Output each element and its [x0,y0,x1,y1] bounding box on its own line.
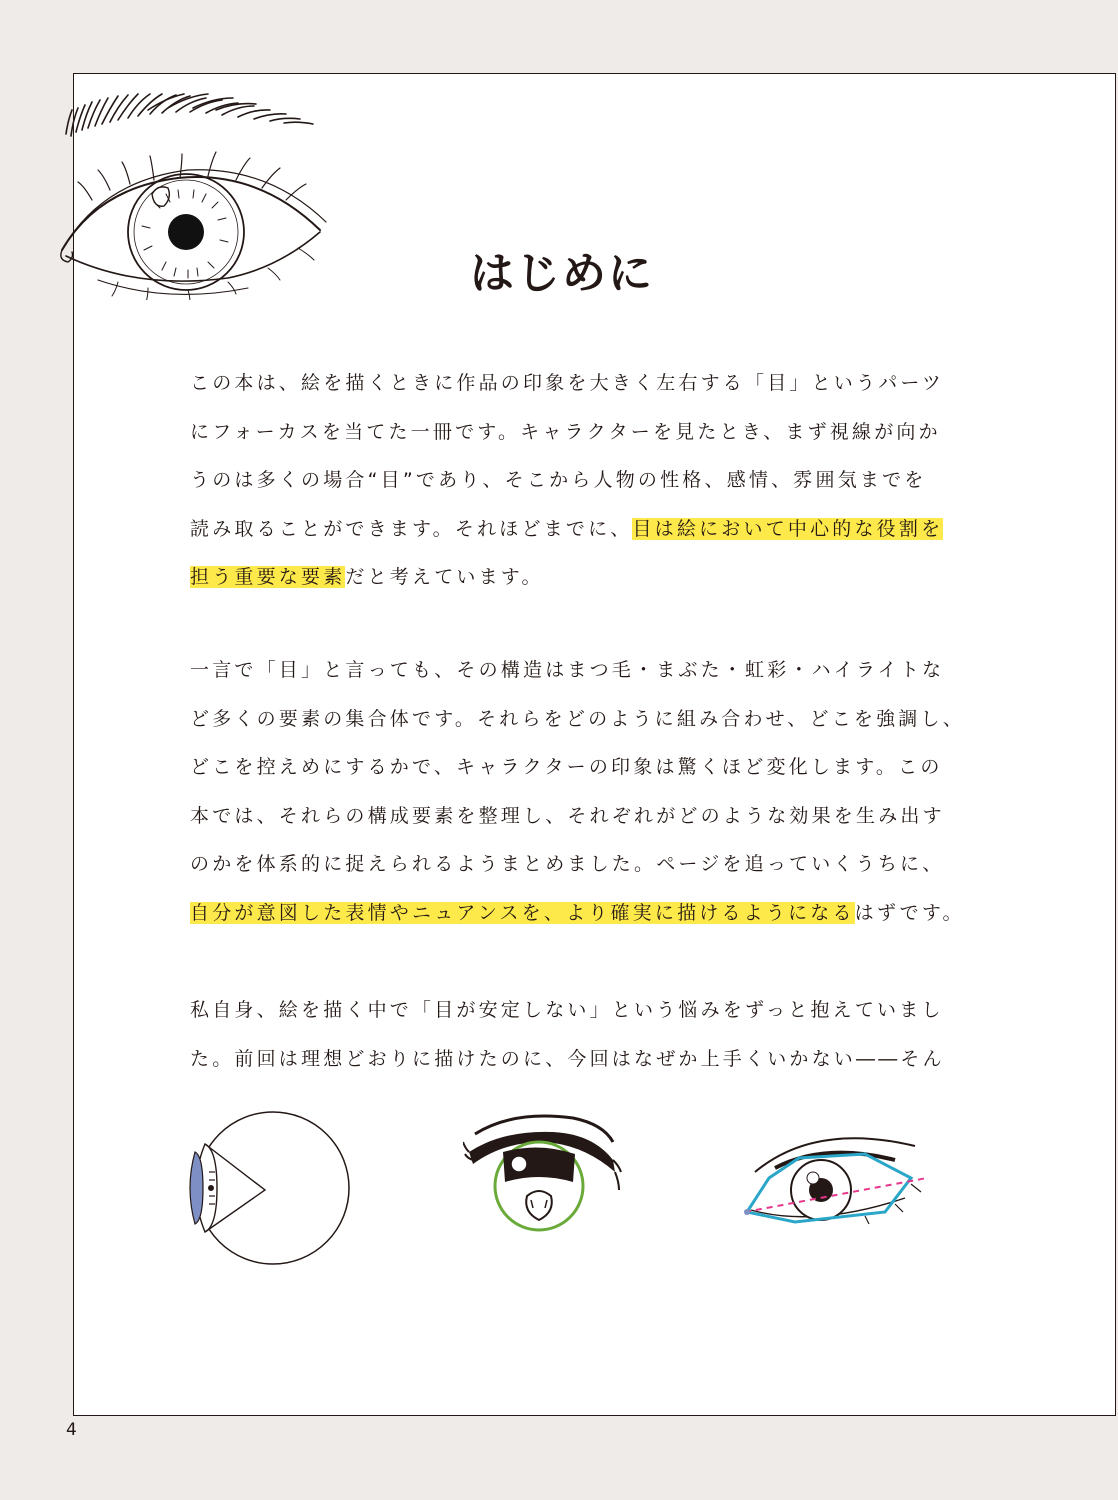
text-segment: だと考えています。 [345,566,544,588]
highlighted-text: 担う重要な要素 [190,566,346,588]
text-line [190,465,927,495]
text-segment: この本は、絵を描くときに作品の印象を大きく左右する「目」というパーツ [190,372,945,394]
eye-construction-guide-illustration [735,1112,935,1262]
text-line [190,849,944,879]
eye-realistic-illustration [58,90,348,300]
text-segment: のかを体系的に捉えられるようまとめました。ページを追っていくうちに、 [190,853,945,875]
anime-eye-illustration [463,1112,623,1242]
text-line [190,995,944,1025]
text-line [190,898,965,928]
page-number: 4 [66,1420,77,1440]
text-segment: 本では、それらの構成要素を整理し、それぞれがどのような効果を生み出す [190,804,945,827]
page-title: はじめに [470,248,654,300]
text-segment: 読み取ることができます。それほどまでに、 [190,517,633,540]
text-line [190,752,943,782]
highlighted-text: 目は絵において中心的な役割を [632,517,944,540]
text-segment: どこを控えめにするかで、キャラクターの印象は驚くほど変化します。この [190,756,943,778]
text-segment: 私自身、絵を描く中で「目が安定しない」という悩みをずっと抱えていまし [190,999,944,1021]
text-segment: うのは多くの場合“目”であり、そこから人物の性格、感情、雰囲気までを [190,469,927,491]
text-line [190,417,941,447]
text-line [190,514,943,544]
text-segment: た。前回は理想どおりに描けたのに、今回はなぜか上手くいかない――そん [190,1047,945,1070]
text-segment: 一言で「目」と言っても、その構造はまつ毛・まぶた・虹彩・ハイライトな [190,659,945,681]
text-segment: ど多くの要素の集合体です。それらをどのように組み合わせ、どこを強調し、 [190,707,965,730]
highlighted-text: 自分が意図した表情やニュアンスを、より確実に描けるようになる [190,901,855,924]
text-segment: にフォーカスを当てた一冊です。キャラクターを見たとき、まず視線が向か [190,420,941,443]
text-line [190,1044,945,1074]
text-line [190,801,945,831]
text-line [190,704,965,734]
eyeball-side-view-illustration [185,1110,355,1270]
text-line [190,368,944,398]
text-line [190,562,544,592]
text-segment: はずです。 [854,901,965,924]
text-line [190,655,944,685]
